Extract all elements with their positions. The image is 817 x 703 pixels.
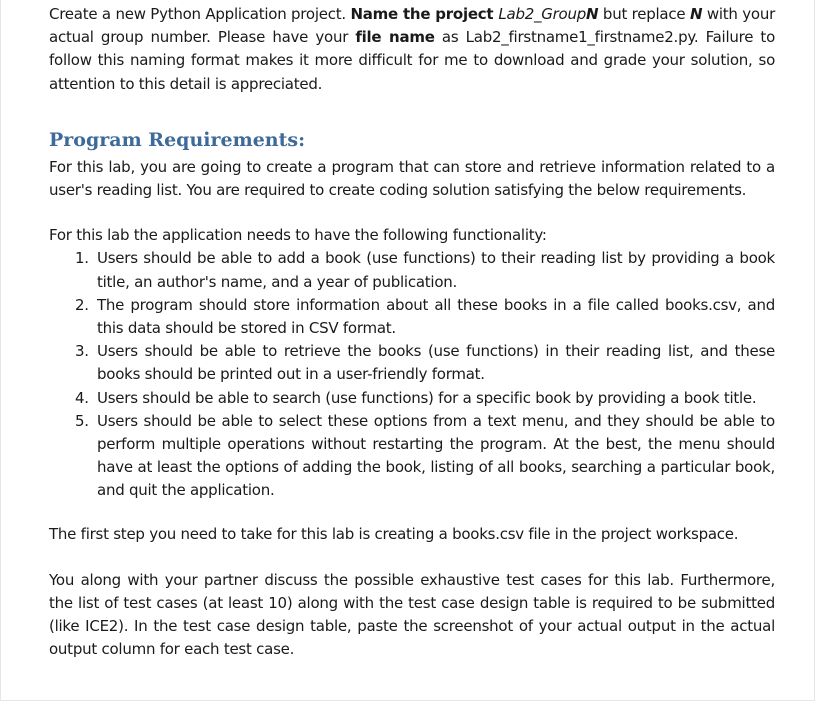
intro-paragraph — [49, 3, 775, 96]
intro-text-3: with your actual group number. Please have your — [49, 5, 775, 47]
functionality-intro: For this lab the application needs to have the following functionality: — [49, 226, 547, 245]
list-item-number: 5. — [75, 411, 89, 430]
closing-paragraph: You along with your partner discuss the possible exhaustive test cases for this lab. Furthermore, the list of test cases (at least 10) along with the test case design table is required to be submitted (like ICE2). In the test case design table, paste the screenshot of your actual output in the actual output column for each test case. — [49, 570, 775, 659]
list-item-number: 3. — [75, 342, 89, 361]
project-name-n: N — [586, 5, 599, 23]
list-item-number: 2. — [75, 295, 89, 314]
requirements-paragraph: For this lab, you are going to create a program that can store and retrieve information related to a user's reading list. You are required to create coding solution satisfying the below requirements. — [49, 157, 775, 200]
list-item-text: The program should store information about all these books in a file called books.csv, and this data should be stored in CSV format. — [97, 295, 775, 338]
requirements-list — [49, 247, 775, 502]
intro-text: Create a new Python Application project. — [49, 5, 351, 23]
project-name-value: Lab2_Group — [498, 5, 587, 23]
project-name-label: Name the project — [350, 5, 499, 23]
list-item-text: Users should be able to retrieve the books (use functions) in their reading list, and these books should be printed out in a user-friendly format. — [97, 342, 775, 384]
list-item-text: Users should be able to select these options from a text menu, and they should be able to perform multiple operations without restarting the program. At the best, the menu should have at least the options of adding the book, listing of all books, searching a particular book, and quit the application. — [97, 411, 775, 500]
list-item — [49, 340, 775, 386]
list-item — [49, 294, 775, 340]
section-title: Program Requirements: — [49, 128, 306, 151]
first-step-paragraph: The first step you need to take for this lab is creating a books.csv file in the project workspace. — [49, 524, 739, 543]
intro-text-4: as Lab2_firstname1_firstname2.py. Failure to follow this naming format makes it more difficult for me to download and grade your solution, so attention to this detail is appreciated. — [49, 28, 775, 93]
list-item — [49, 410, 775, 503]
list-item — [49, 247, 775, 293]
list-item-text: Users should be able to search (use functions) for a specific book by providing a book title. — [97, 388, 757, 407]
replace-n: N — [689, 5, 703, 23]
list-item — [49, 387, 775, 410]
list-item-number: 4. — [75, 388, 89, 407]
file-name-label: file name — [355, 28, 435, 47]
intro-text-2: but replace — [598, 5, 690, 23]
list-item-number: 1. — [75, 249, 89, 268]
document-content — [49, 3, 775, 662]
list-item-text: Users should be able to add a book (use functions) to their reading list by providing a book title, an author's name, and a year of publication. — [97, 249, 775, 291]
